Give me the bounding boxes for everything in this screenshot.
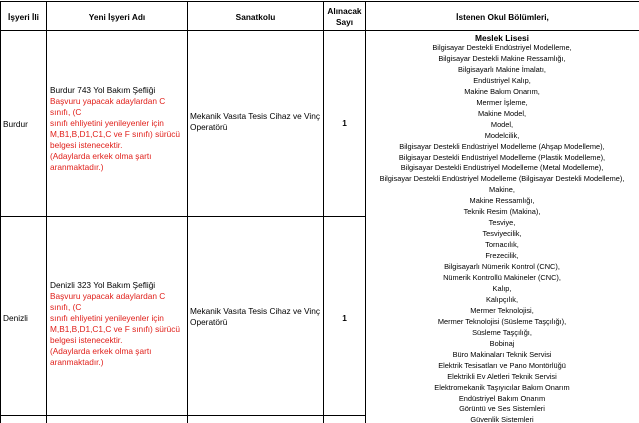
col-border-left <box>0 1 1 423</box>
bolum-item: Makine Model, <box>477 108 527 118</box>
bolum-item: Mermer İşleme, <box>476 97 528 107</box>
bolum-item: Bilgisayar Destekli Makine Ressamlığı, <box>438 53 566 63</box>
bolum-item: Mermer Teknolojisi (Süsleme Taşçılığı), <box>437 316 567 326</box>
note-line: (Adaylarda erkek olma şartı <box>50 346 152 356</box>
bolum-item: Nümerik Kontrollü Makineler (CNC), <box>443 273 561 283</box>
bolum-item: Elektromekanik Taşıyıcılar Bakım Onarım <box>434 382 570 392</box>
note-line: sınıfı ehliyetini yenileyenler için <box>50 118 164 128</box>
bolum-item: Endüstriyel Kalıp, <box>473 75 531 85</box>
bolum-item: Elektrikli Ev Aletleri Teknik Servisi <box>447 371 557 381</box>
note-line: aranmaktadır.) <box>50 357 104 367</box>
col-border-3 <box>323 1 324 423</box>
bolum-item: Tornacılık, <box>485 240 519 250</box>
sanatkolu-line: Operatörü <box>190 122 228 132</box>
col-border-2 <box>187 1 188 423</box>
bolum-item: Endüstriyel Bakım Onarım <box>458 393 546 403</box>
bolum-item: Bobinaj <box>489 338 515 348</box>
bolum-item: Bilgisayar Destekli Endüstriyel Modelleme (Bilgisayar Destekli Modelleme), <box>379 174 625 184</box>
bolum-item: Kalıp, <box>492 283 512 293</box>
row-sanatkolu <box>190 306 323 328</box>
bolum-item: Bilgisayar Destekli Endüstriyel Modelleme (Plastik Modelleme), <box>398 152 606 162</box>
row-il: Burdur <box>3 119 28 129</box>
bolum-item: Makine, <box>489 185 515 195</box>
bolum-item: Model, <box>490 119 514 129</box>
row-isyeri <box>50 279 187 368</box>
bolum-item: Elektrik Tesisatları ve Pano Montörlüğü <box>438 360 566 370</box>
col-border-1 <box>46 1 47 423</box>
bolum-item: Bilgisayarlı Makine İmalatı, <box>458 64 546 74</box>
bolum-item: Makine Bakım Onarım, <box>464 86 540 96</box>
bolumler-heading: Meslek Lisesi <box>474 33 529 43</box>
bolum-item: Bilgisayar Destekli Endüstriyel Modelleme, <box>432 43 572 52</box>
sanatkolu-line: Mekanik Vasıta Tesis Cihaz ve Vinç <box>190 306 321 316</box>
table-top-border <box>0 1 639 2</box>
note-line: M,B1,B,D1,C1,C ve F sınıfı) sürücü <box>50 324 181 334</box>
note-line: belgesi istenecektir. <box>50 335 123 345</box>
note-line: (Adaylarda erkek olma şartı <box>50 151 152 161</box>
header-alinacak: Alınacak <box>327 6 362 16</box>
header-bolumler: İstenen Okul Bölümleri, <box>456 12 549 22</box>
bolum-item: Kalıpçılık, <box>485 294 519 304</box>
isyeri-name: Denizli 323 Yol Bakım Şefliği <box>50 280 156 290</box>
note-line: aranmaktadır.) <box>50 162 104 172</box>
bolum-item: Frezecilik, <box>485 251 519 261</box>
header-isyeri: Yeni İşyeri Adı <box>88 12 146 22</box>
note-line: sınıfı ehliyetini yenileyenler için <box>50 313 164 323</box>
row-isyeri <box>50 84 187 173</box>
header-sayi: Sayı <box>335 17 354 27</box>
bolum-item: Tesviye, <box>488 218 516 228</box>
note-line: M,B1,B,D1,C1,C ve F sınıfı) sürücü <box>50 129 181 139</box>
header-il: İşyeri İli <box>8 12 39 22</box>
bolum-item: Büro Makinaları Teknik Servisi <box>452 349 552 359</box>
row-divider-2 <box>0 415 365 416</box>
bolum-item: Güvenlik Sistemleri <box>470 415 534 423</box>
bolum-item: Bilgisayar Destekli Endüstriyel Modelleme (Metal Modelleme), <box>400 163 604 173</box>
header-sanatkolu: Sanatkolu <box>235 12 276 22</box>
okul-bolumleri-list <box>365 33 639 423</box>
row-sanatkolu <box>190 111 323 133</box>
bolum-item: Bilgisayar Destekli Endüstriyel Modelleme (Ahşap Modelleme), <box>399 141 605 151</box>
bolum-item: Makine Ressamlığı, <box>469 196 535 206</box>
isyeri-name: Burdur 743 Yol Bakım Şefliği <box>50 85 156 95</box>
row-divider <box>0 216 365 217</box>
header-bottom-border <box>0 30 639 31</box>
note-line: Başvuru yapacak adaylardan C sınıfı, (C <box>50 96 166 117</box>
row-il: Denizli <box>3 313 28 323</box>
note-line: Başvuru yapacak adaylardan C sınıfı, (C <box>50 291 166 312</box>
bolum-item: Mermer Teknolojisi, <box>470 305 534 315</box>
sanatkolu-line: Mekanik Vasıta Tesis Cihaz ve Vinç <box>190 111 321 121</box>
bolumler-items <box>365 43 639 423</box>
bolum-item: Modelcilik, <box>484 130 520 140</box>
row-sayi: 1 <box>342 313 347 323</box>
row-sayi: 1 <box>342 118 347 128</box>
bolum-item: Teknik Resim (Makina), <box>463 207 541 217</box>
bolum-item: Tesviyecilik, <box>482 229 522 239</box>
sanatkolu-line: Operatörü <box>190 317 228 327</box>
bolum-item: Süsleme Taşçılığı, <box>472 327 532 337</box>
bolum-item: Bilgisayarlı Nümerik Kontrol (CNC), <box>444 262 560 272</box>
bolum-item: Görüntü ve Ses Sistemleri <box>459 404 545 414</box>
note-line: belgesi istenecektir. <box>50 140 123 150</box>
